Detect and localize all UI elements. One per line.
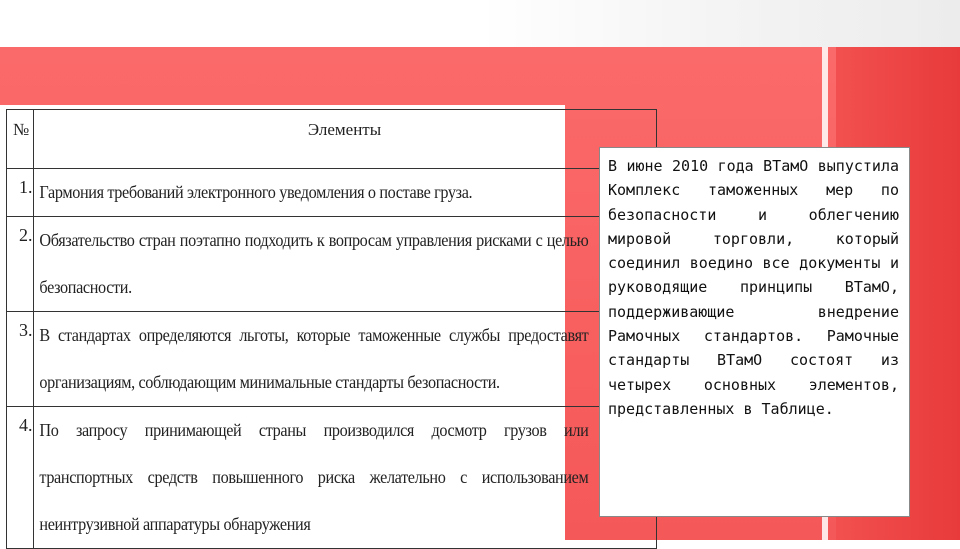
row-number: 3. — [7, 312, 34, 407]
row-number: 1. — [7, 169, 34, 217]
row-text: По запросу принимающей страны производился досмотр грузов или транспортных средств повышенного риска желательно с использованием неинтрузивной аппаратуры обнаружения — [38, 420, 588, 534]
table-row — [7, 407, 657, 549]
table-row — [7, 217, 657, 312]
row-text-cell — [33, 217, 656, 312]
table-header-row — [7, 110, 657, 169]
description-text-box: В июне 2010 года ВТамО выпустила Комплекс таможенных мер по безопасности и облегчению мировой торговли, который соединил воедино все документы и руководящие принципы ВТамО, поддерживающие внедрение Рамочных стандартов. Рамочные стандарты ВТамО состоят из четырех основных элементов, представленных в Таблице. — [599, 147, 910, 517]
row-number: 2. — [7, 217, 34, 312]
elements-table — [6, 109, 657, 549]
row-text: Обязательство стран поэтапно подходить к вопросам управления рисками с целью безопасности. — [38, 230, 588, 297]
table-header-elements: Элементы — [33, 110, 656, 169]
row-text-cell — [33, 169, 656, 217]
row-number: 4. — [7, 407, 34, 549]
row-text: Гармония требований электронного уведомления о поставе груза. — [38, 182, 472, 202]
table-row — [7, 169, 657, 217]
row-text-cell — [33, 407, 656, 549]
table-header-num: № — [7, 110, 34, 169]
top-background-band — [0, 0, 960, 47]
row-text: В стандартах определяются льготы, которые таможенные службы предоставят организациям, соблюдающим минимальные стандарты безопасности. — [38, 325, 588, 392]
row-text-cell — [33, 312, 656, 407]
table-row — [7, 312, 657, 407]
